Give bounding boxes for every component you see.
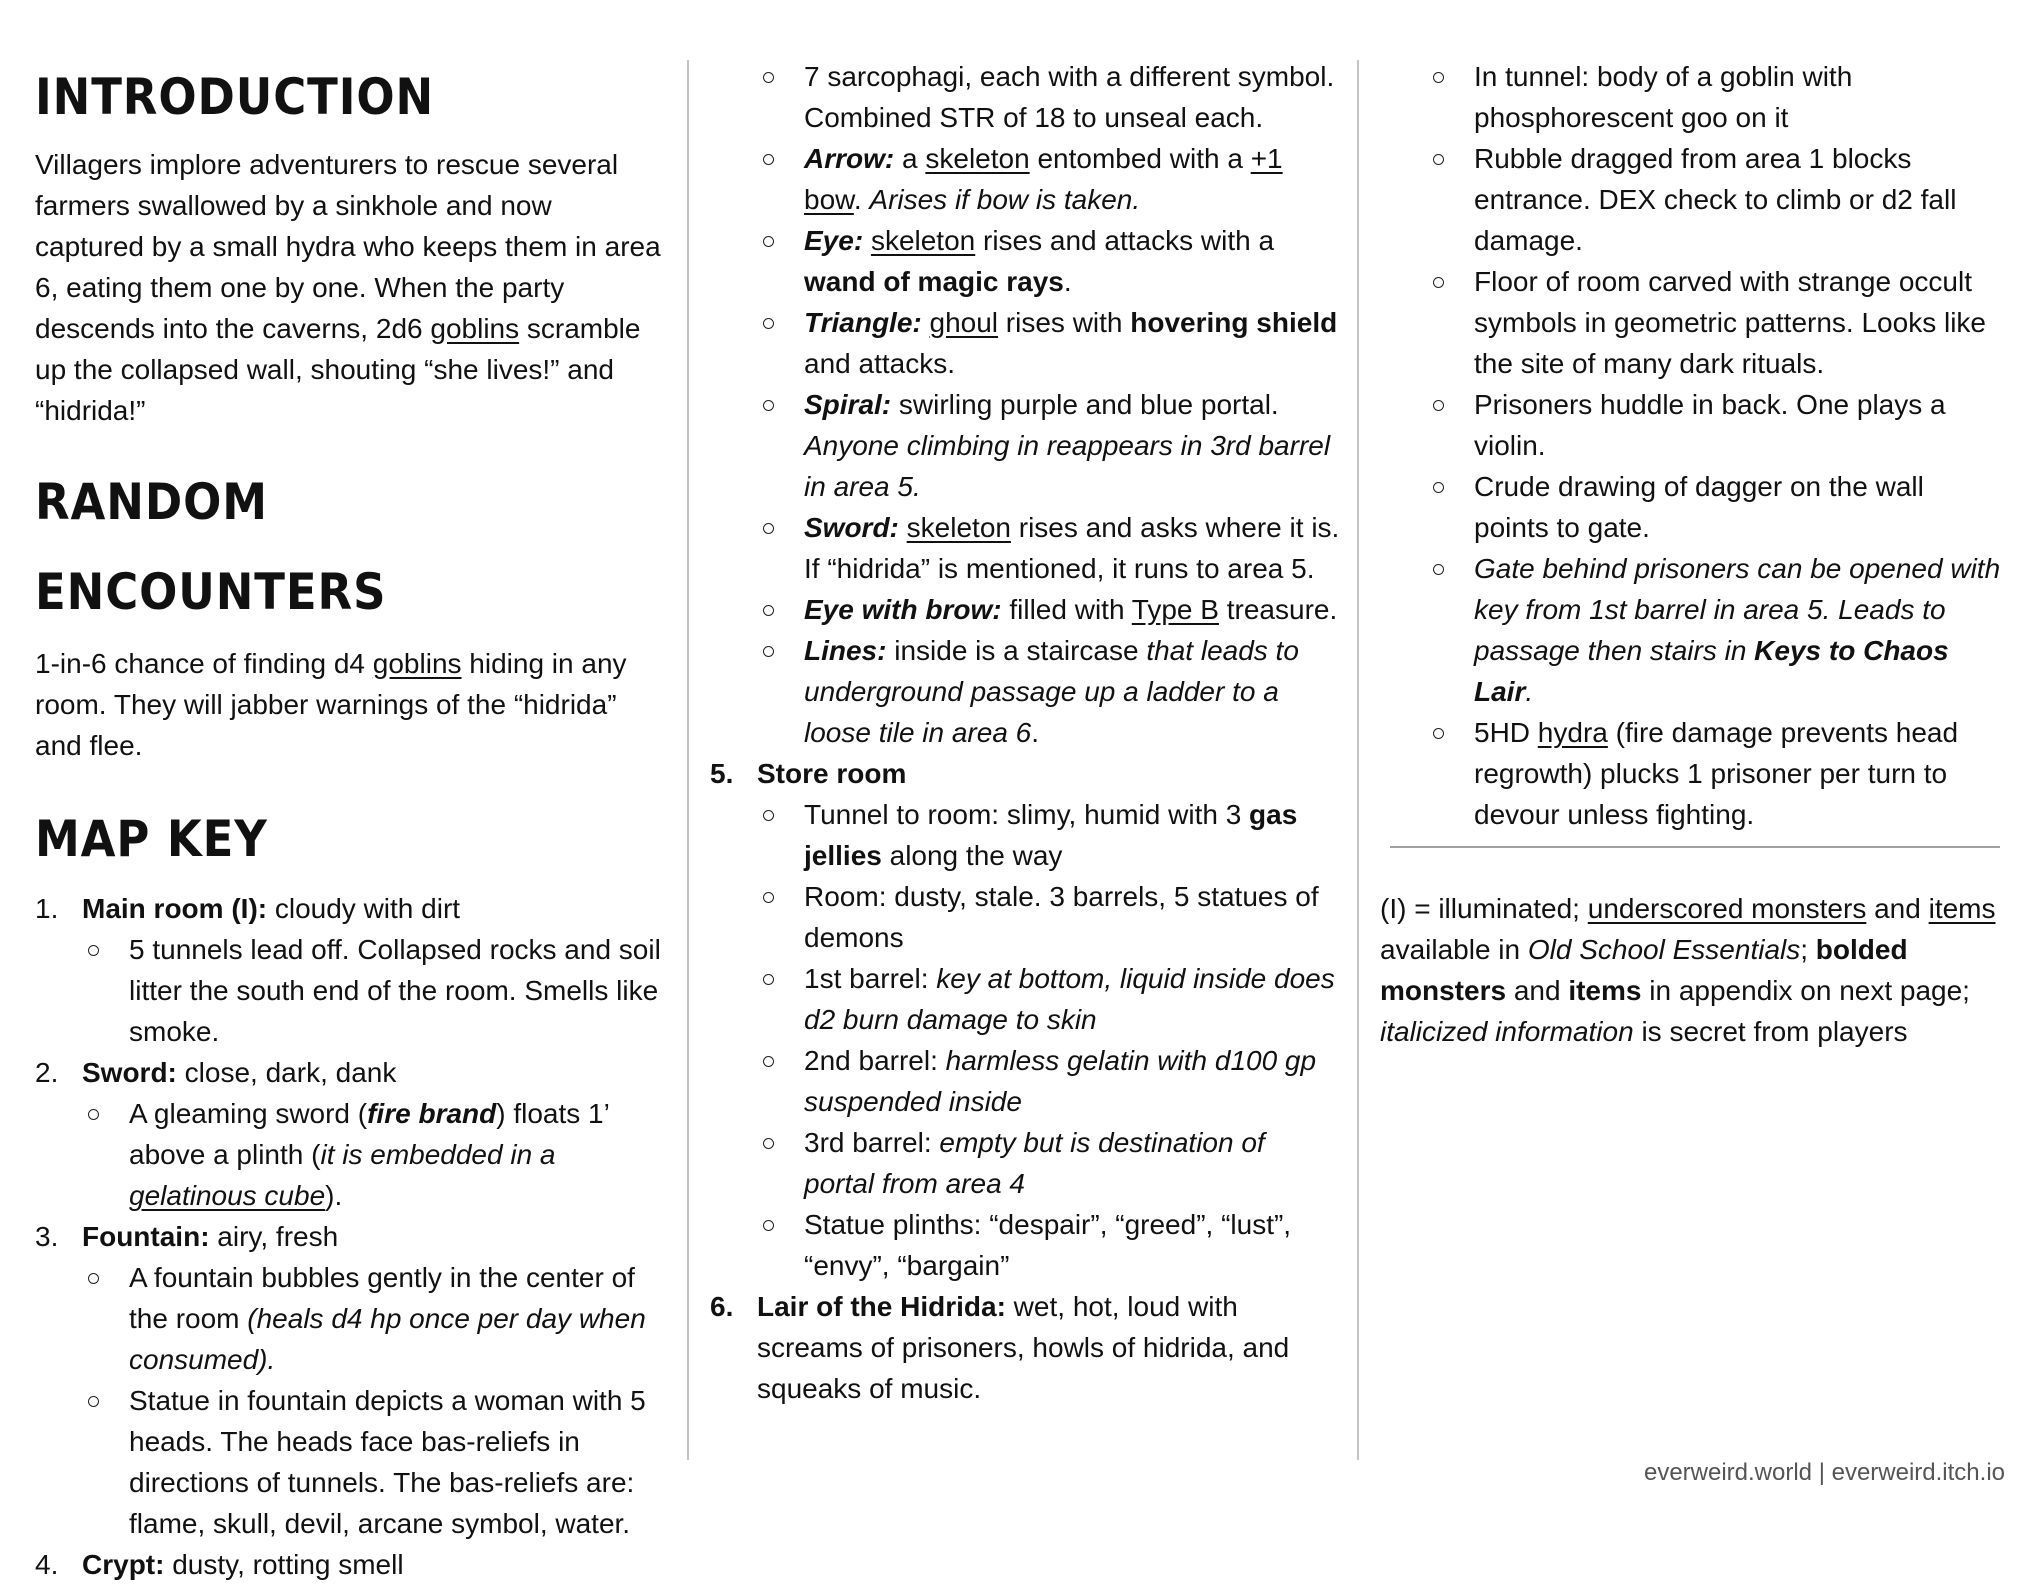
list-item: Crude drawing of dagger on the wall points to gate.	[1427, 466, 2005, 548]
room-4: 4. Crypt: dusty, rotting smell	[35, 1549, 404, 1580]
column-1	[35, 52, 665, 1585]
list-item: Sword: skeleton rises and asks where it is. If “hidrida” is mentioned, it runs to area 5.	[757, 507, 1340, 589]
room-3: 3. Fountain: airy, fresh A fountain bubbles gently in the center of the room (heals d4 hp once per day when consumed). Statue in fountain depicts a woman with 5 heads. The heads face bas-reliefs in directions of tunnels. The bas-reliefs are: flame, skull, devil, arcane symbol, water.	[35, 1216, 665, 1544]
intro-paragraph: Villagers implore adventurers to rescue several farmers swallowed by a sinkhole and now captured by a small hydra who keeps them in area 6, eating them one by one. When the party descends into the caverns, 2d6 goblins scramble up the collapsed wall, shouting “she lives!” and “hidrida!”	[35, 149, 661, 426]
room-5: 5. Store room Tunnel to room: slimy, humid with 3 gas jellies along the way Room: dusty, stale. 3 barrels, 5 statues of demons 1st barrel: key at bottom, liquid inside does d2 burn damage to skin 2nd barrel: harmless gelatin with d100 gp suspended inside 3rd barrel: empty but is destination of portal from area 4 Statue plinths: “despair”, “greed”, “lust”, “envy”, “bargain”	[710, 753, 1340, 1286]
heading-map-key: MAP KEY	[35, 810, 268, 868]
legend-note: (I) = illuminated; underscored monsters and items available in Old School Essentials; bolded monsters and items in appendix on next page; italicized information is secret from players	[1380, 893, 1996, 1047]
item-fire-brand: fire brand	[367, 1098, 497, 1129]
monster-goblins: goblins	[372, 648, 462, 679]
room-6-continued	[1380, 56, 2005, 835]
list-item: Statue in fountain depicts a woman with 5 heads. The heads face bas-reliefs in directions of tunnels. The bas-reliefs are: flame, skull, devil, arcane symbol, water.	[82, 1380, 665, 1544]
list-item: Arrow: a skeleton entombed with a +1 bow. Arises if bow is taken.	[757, 138, 1340, 220]
room-6: 6. Lair of the Hidrida: wet, hot, loud with screams of prisoners, howls of hidrida, and squeaks of music.	[710, 1291, 1290, 1404]
room-1: 1. Main room (I): cloudy with dirt 5 tunnels lead off. Collapsed rocks and soil litter the south end of the room. Smells like smoke.	[35, 888, 665, 1052]
list-item: Prisoners huddle in back. One plays a violin.	[1427, 384, 2005, 466]
list-item: Statue plinths: “despair”, “greed”, “lust”, “envy”, “bargain”	[757, 1204, 1340, 1286]
legend-divider	[1390, 846, 2000, 848]
room-2: 2. Sword: close, dark, dank A gleaming sword (fire brand) floats 1’ above a plinth (it is embedded in a gelatinous cube).	[35, 1052, 665, 1216]
column-divider-left	[687, 60, 689, 1460]
list-item: A gleaming sword (fire brand) floats 1’ above a plinth (it is embedded in a gelatinous cube).	[82, 1093, 665, 1216]
list-item: 3rd barrel: empty but is destination of portal from area 4	[757, 1122, 1340, 1204]
list-item: 5HD hydra (fire damage prevents head regrowth) plucks 1 prisoner per turn to devour unless fighting.	[1427, 712, 2005, 835]
column-divider-right	[1357, 60, 1359, 1460]
column-2	[710, 56, 1340, 1409]
monster-gelatinous-cube: gelatinous cube	[129, 1180, 326, 1211]
list-item: 5 tunnels lead off. Collapsed rocks and soil litter the south end of the room. Smells like smoke.	[82, 929, 665, 1052]
map-key-list	[35, 888, 665, 1585]
heading-introduction: INTRODUCTION	[35, 68, 435, 126]
list-item: Room: dusty, stale. 3 barrels, 5 statues of demons	[757, 876, 1340, 958]
list-item: 7 sarcophagi, each with a different symbol. Combined STR of 18 to unseal each.	[757, 56, 1340, 138]
list-item: Gate behind prisoners can be opened with key from 1st barrel in area 5. Leads to passage then stairs in Keys to Chaos Lair.	[1427, 548, 2005, 712]
footer-links: everweird.world | everweird.itch.io	[1643, 1459, 2005, 1486]
heading-random-encounters: RANDOM ENCOUNTERS	[35, 473, 387, 621]
list-item: Tunnel to room: slimy, humid with 3 gas jellies along the way	[757, 794, 1340, 876]
room-4-continued	[710, 56, 1340, 753]
list-item: Rubble dragged from area 1 blocks entrance. DEX check to climb or d2 fall damage.	[1427, 138, 2005, 261]
list-item: Eye with brow: filled with Type B treasure.	[757, 589, 1340, 630]
list-item: Floor of room carved with strange occult symbols in geometric patterns. Looks like the site of many dark rituals.	[1427, 261, 2005, 384]
list-item: 1st barrel: key at bottom, liquid inside does d2 burn damage to skin	[757, 958, 1340, 1040]
column-3	[1380, 56, 2005, 835]
list-item: Spiral: swirling purple and blue portal. Anyone climbing in reappears in 3rd barrel in area 5.	[757, 384, 1340, 507]
list-item: 2nd barrel: harmless gelatin with d100 gp suspended inside	[757, 1040, 1340, 1122]
list-item: Eye: skeleton rises and attacks with a wand of magic rays.	[757, 220, 1340, 302]
list-item: A fountain bubbles gently in the center of the room (heals d4 hp once per day when consumed).	[82, 1257, 665, 1380]
list-item: Triangle: ghoul rises with hovering shield and attacks.	[757, 302, 1340, 384]
monster-hydra: hydra	[1537, 717, 1608, 748]
list-item: In tunnel: body of a goblin with phosphorescent goo on it	[1427, 56, 2005, 138]
monster-goblins: goblins	[430, 313, 520, 344]
random-paragraph: 1-in-6 chance of finding d4 goblins hiding in any room. They will jabber warnings of the “hidrida” and flee.	[35, 648, 627, 761]
list-item: Lines: inside is a staircase that leads to underground passage up a ladder to a loose tile in area 6.	[757, 630, 1340, 753]
